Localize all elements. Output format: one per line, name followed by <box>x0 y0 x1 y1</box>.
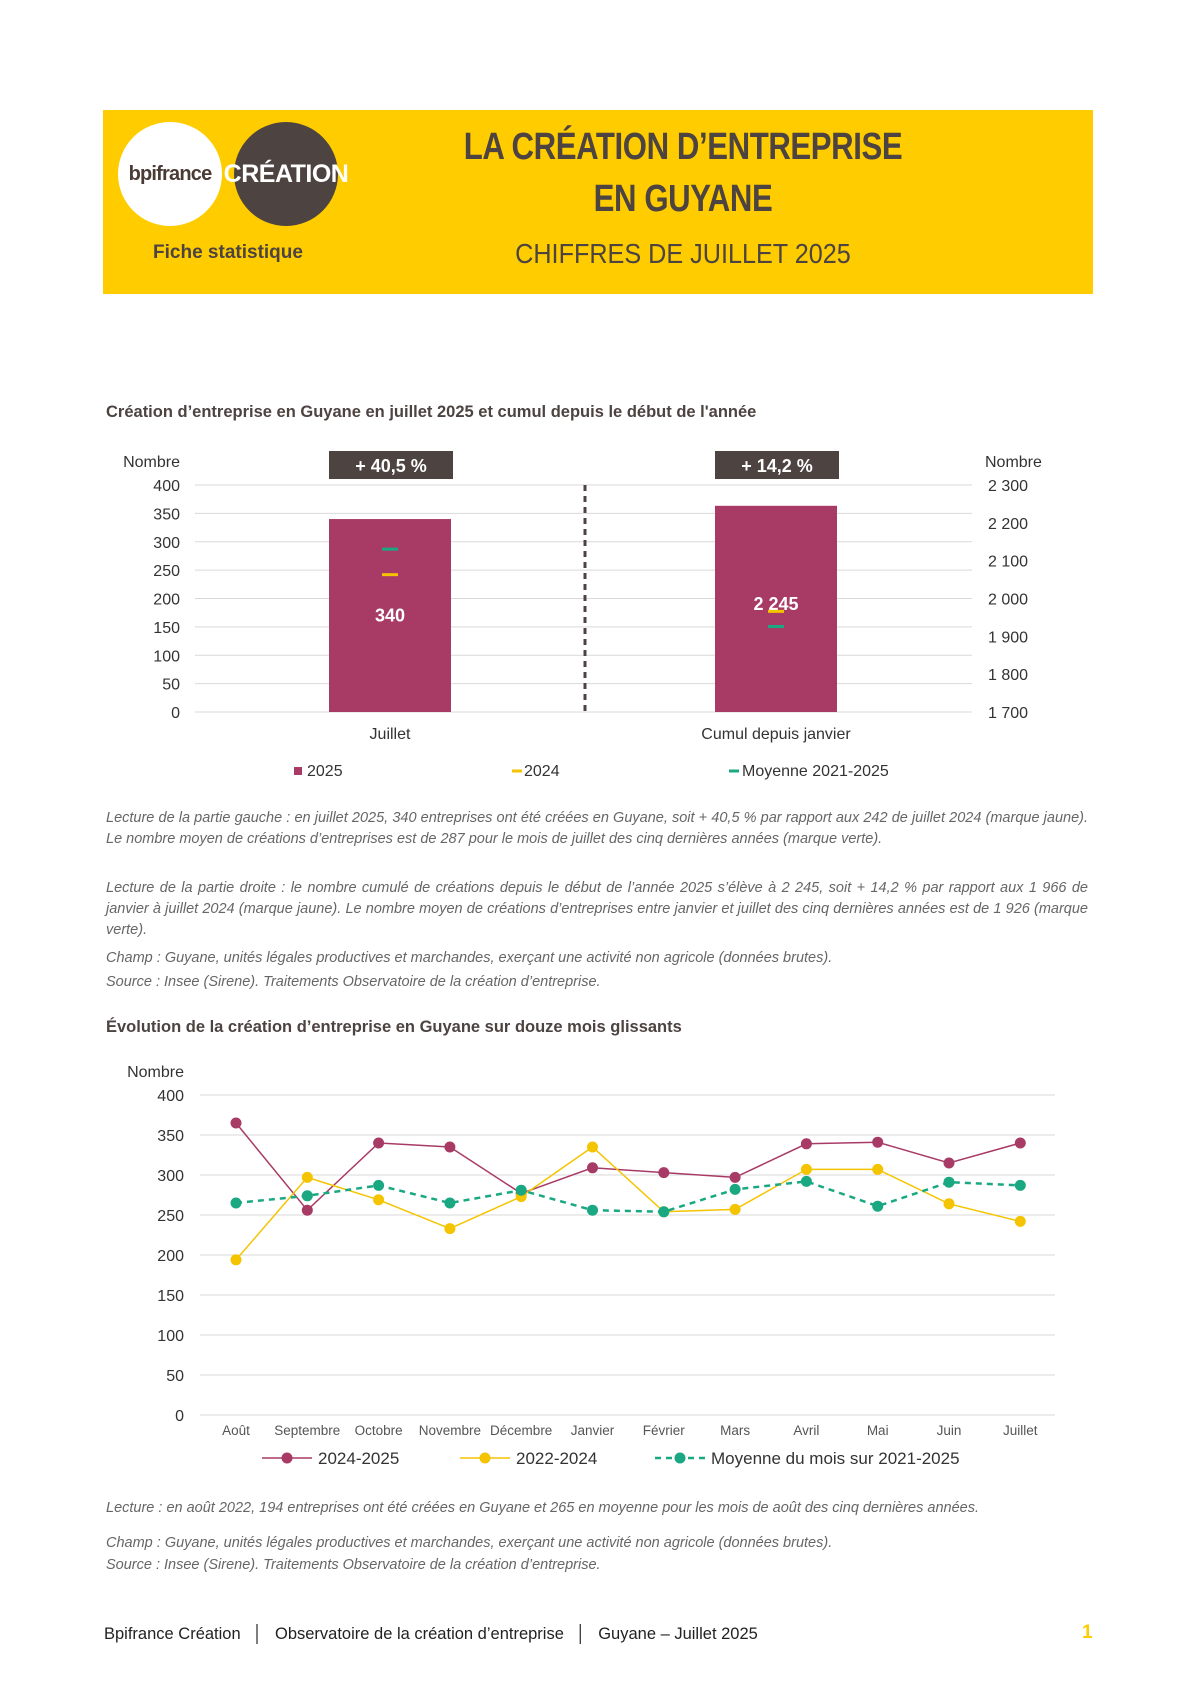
y-tick-right: 2 300 <box>988 478 1029 495</box>
page-title-line1: LA CRÉATION D’ENTREPRISE <box>463 126 903 168</box>
x-tick: Mars <box>720 1423 751 1438</box>
legend-swatch-2025 <box>294 767 302 775</box>
bar-value-label: 340 <box>374 605 406 626</box>
y-tick-right: 1 700 <box>988 705 1029 722</box>
data-point <box>587 1162 598 1173</box>
footer-separator: │ <box>252 1625 263 1643</box>
data-point <box>444 1142 455 1153</box>
data-point <box>944 1158 955 1169</box>
x-category-label: Juillet <box>369 726 411 743</box>
data-point <box>1015 1180 1026 1191</box>
y-tick-left: 50 <box>162 676 180 694</box>
series-line <box>236 1181 1020 1211</box>
x-tick: Mai <box>866 1423 889 1438</box>
y-tick-left: 250 <box>153 563 180 581</box>
y-tick: 250 <box>157 1208 184 1225</box>
section1-note-left: Lecture de la partie gauche : en juillet 2025, 340 entreprises ont été créées en Guyane, soit + 40,5 % par rapport aux 242 de juillet 2024 (marque jaune). Le nombre moyen de créations d’entreprises est de 287 pour le mois de juillet des cinq dernières années (marque verte). <box>106 810 1088 847</box>
data-point <box>801 1176 812 1187</box>
y-tick-left: 150 <box>153 619 180 637</box>
data-point <box>730 1204 741 1215</box>
section2-note-lecture: Lecture : en août 2022, 194 entreprises ont été créées en Guyane et 265 en moyenne pour les mois de août des cinq dernières années. <box>106 1500 979 1516</box>
legend-label: 2024-2025 <box>318 1449 400 1468</box>
data-point <box>302 1190 313 1201</box>
data-point <box>302 1172 313 1183</box>
page-subtitle: CHIFFRES DE JUILLET 2025 <box>515 238 851 269</box>
bar-chart <box>0 440 1190 830</box>
section2-title: Évolution de la création d’entreprise en Guyane sur douze mois glissants <box>106 1018 682 1036</box>
y-tick: 50 <box>166 1368 184 1385</box>
data-point <box>444 1223 455 1234</box>
footer-region-date: Guyane – Juillet 2025 <box>598 1625 758 1643</box>
series-line <box>236 1147 1020 1260</box>
footer <box>104 1625 758 1644</box>
x-tick: Avril <box>793 1423 820 1438</box>
y-axis-label-right: Nombre <box>985 454 1042 471</box>
y-tick-left: 400 <box>153 478 180 495</box>
x-tick: Juin <box>936 1423 962 1438</box>
y-axis-label-left: Nombre <box>123 454 180 471</box>
y-tick-left: 350 <box>153 506 180 524</box>
data-point <box>801 1164 812 1175</box>
data-point <box>730 1184 741 1195</box>
y-tick-left: 200 <box>153 591 180 609</box>
data-point <box>658 1206 669 1217</box>
x-tick: Août <box>222 1423 250 1438</box>
data-point <box>587 1205 598 1216</box>
x-tick: Novembre <box>418 1423 482 1438</box>
data-point <box>516 1185 527 1196</box>
data-point <box>373 1138 384 1149</box>
y-tick-right: 1 900 <box>988 629 1029 647</box>
data-point <box>444 1198 455 1209</box>
data-point <box>872 1164 883 1175</box>
x-category-label: Cumul depuis janvier <box>701 726 851 743</box>
page-title-line2: EN GUYANE <box>593 178 773 220</box>
data-point <box>1015 1216 1026 1227</box>
section2-note-source: Source : Insee (Sirene). Traitements Observatoire de la création d’entreprise. <box>106 1557 601 1573</box>
data-point <box>872 1137 883 1148</box>
y-tick-right: 2 200 <box>988 515 1029 533</box>
data-point <box>587 1142 598 1153</box>
legend-marker <box>675 1453 686 1464</box>
y-tick-right: 2 000 <box>988 591 1029 609</box>
data-point <box>944 1198 955 1209</box>
section1-note-source: Source : Insee (Sirene). Traitements Observatoire de la création d’entreprise. <box>106 974 601 990</box>
bar-value-label: 2 245 <box>753 594 799 615</box>
legend-marker <box>282 1453 293 1464</box>
section2-note-champ: Champ : Guyane, unités légales productives et marchandes, exerçant une activité non agricole (données brutes). <box>106 1535 833 1551</box>
y-tick-left: 300 <box>153 534 180 552</box>
header-banner <box>103 110 1093 294</box>
x-tick: Janvier <box>570 1423 615 1438</box>
data-point <box>872 1201 883 1212</box>
y-tick: 100 <box>157 1328 184 1345</box>
x-tick: Septembre <box>274 1423 341 1438</box>
y-tick-right: 2 100 <box>988 553 1029 571</box>
line-chart <box>0 1050 1190 1480</box>
data-point <box>730 1172 741 1183</box>
legend-marker <box>480 1453 491 1464</box>
data-point <box>944 1177 955 1188</box>
x-tick: Juillet <box>1003 1423 1038 1438</box>
footer-brand: Bpifrance Création <box>104 1625 241 1643</box>
creation-logo-text: CRÉATION <box>223 159 349 188</box>
x-tick: Décembre <box>490 1423 553 1438</box>
legend-label: 2022-2024 <box>516 1449 598 1468</box>
y-tick: 200 <box>157 1248 184 1265</box>
data-point <box>801 1138 812 1149</box>
footer-observatoire: Observatoire de la création d’entreprise <box>274 1625 564 1643</box>
section1-title: Création d’entreprise en Guyane en juillet 2025 et cumul depuis le début de l'année <box>106 403 757 421</box>
x-tick: Février <box>642 1423 685 1438</box>
data-point <box>231 1198 242 1209</box>
fiche-label: Fiche statistique <box>153 242 303 263</box>
growth-badge-label: + 40,5 % <box>355 456 427 476</box>
section1-note-right: Lecture de la partie droite : le nombre cumulé de créations depuis le début de l’année 2025 s’élève à 2 245, soit + 14,2 % par rapport aux 1 966 de janvier à juillet 2024 (marque jaune). Le nombre moyen de créations d’entreprises entre janvier et juillet des cinq dernières années est de 1 926 (marque verte). <box>106 880 1088 938</box>
y-tick: 350 <box>157 1128 184 1145</box>
bpifrance-logo <box>118 122 222 226</box>
data-point <box>1015 1138 1026 1149</box>
growth-badge-label: + 14,2 % <box>741 456 813 476</box>
creation-logo <box>223 122 349 226</box>
bpifrance-logo-text: bpifrance <box>128 162 212 185</box>
data-point <box>658 1167 669 1178</box>
footer-separator: │ <box>575 1625 587 1643</box>
page-number: 1 <box>1082 1622 1093 1643</box>
legend-label-2024: 2024 <box>524 763 560 780</box>
y-axis-label: Nombre <box>127 1064 184 1081</box>
y-tick-left: 100 <box>153 648 180 666</box>
y-tick: 300 <box>157 1168 184 1185</box>
section1-note-champ: Champ : Guyane, unités légales productives et marchandes, exerçant une activité non agricole (données brutes). <box>106 950 833 966</box>
y-tick-right: 1 800 <box>988 667 1029 685</box>
y-tick: 0 <box>175 1408 184 1425</box>
y-tick: 400 <box>157 1088 184 1105</box>
data-point <box>231 1118 242 1129</box>
x-tick: Octobre <box>354 1423 403 1438</box>
data-point <box>231 1254 242 1265</box>
legend-label: Moyenne du mois sur 2021-2025 <box>711 1449 960 1468</box>
legend-label-2025: 2025 <box>307 763 343 780</box>
y-tick-left: 0 <box>171 705 180 722</box>
y-tick: 150 <box>157 1288 184 1305</box>
data-point <box>302 1205 313 1216</box>
legend-label-average: Moyenne 2021-2025 <box>742 763 889 780</box>
data-point <box>373 1194 384 1205</box>
data-point <box>373 1180 384 1191</box>
